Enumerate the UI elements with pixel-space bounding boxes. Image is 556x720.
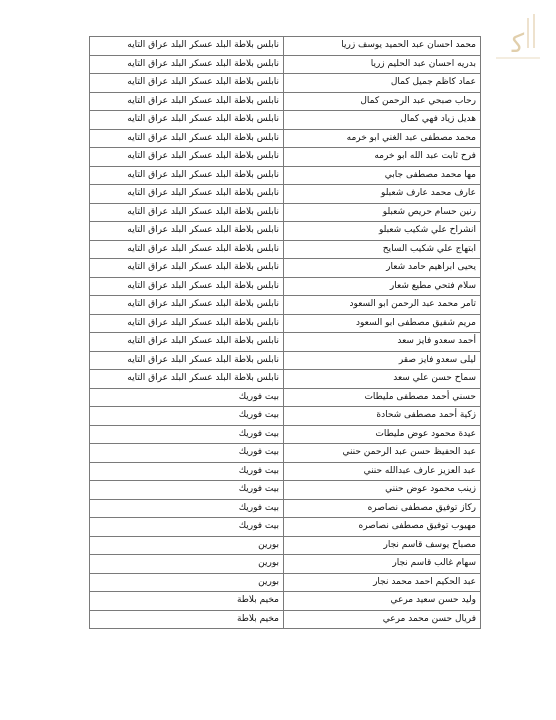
person-name-cell: تامر محمد عبد الرحمن ابو السعود: [284, 296, 481, 315]
person-name-cell: عارف محمد عارف شعبلو: [284, 185, 481, 204]
person-name-cell: انشراح علي شكيب شعبلو: [284, 222, 481, 241]
person-name-cell: عماد كاظم جميل كمال: [284, 74, 481, 93]
address-cell: بورين: [90, 555, 284, 574]
person-name-cell: مصباح يوسف قاسم نجار: [284, 536, 481, 555]
person-name-cell: هديل زياد فهي كمال: [284, 111, 481, 130]
person-name-cell: سلام فتحي مطيع شعار: [284, 277, 481, 296]
table-row: [90, 425, 481, 444]
address-cell: نابلس بلاطة البلد عسكر البلد عراق التايه: [90, 92, 284, 111]
address-cell: نابلس بلاطة البلد عسكر البلد عراق التايه: [90, 37, 284, 56]
person-name-cell: ابتهاج علي شكيب السايح: [284, 240, 481, 259]
person-name-cell: زينب محمود عوض حنني: [284, 481, 481, 500]
address-cell: بورين: [90, 573, 284, 592]
table-row: [90, 444, 481, 463]
person-name-cell: سهام غالب قاسم نجار: [284, 555, 481, 574]
logo-mark: ﮐ: [511, 29, 525, 59]
address-cell: بيت فوريك: [90, 444, 284, 463]
person-name-cell: وليد حسن سعيد مرعي: [284, 592, 481, 611]
person-name-cell: يحيى ابراهيم حامد شعار: [284, 259, 481, 278]
names-table-container: [89, 36, 476, 629]
table-row: [90, 573, 481, 592]
person-name-cell: عبد الحفيظ حسن عبد الرحمن حنني: [284, 444, 481, 463]
table-row: [90, 74, 481, 93]
table-row: [90, 259, 481, 278]
table-row: [90, 370, 481, 389]
table-row: [90, 462, 481, 481]
person-name-cell: عبد العزيز عارف عبدالله حنني: [284, 462, 481, 481]
address-cell: نابلس بلاطة البلد عسكر البلد عراق التايه: [90, 333, 284, 352]
table-row: [90, 351, 481, 370]
table-row: [90, 240, 481, 259]
table-row: [90, 166, 481, 185]
table-row: [90, 481, 481, 500]
address-cell: نابلس بلاطة البلد عسكر البلد عراق التايه: [90, 74, 284, 93]
person-name-cell: رنين حسام حريص شعبلو: [284, 203, 481, 222]
address-cell: مخيم بلاطة: [90, 610, 284, 629]
address-cell: مخيم بلاطة: [90, 592, 284, 611]
address-cell: نابلس بلاطة البلد عسكر البلد عراق التايه: [90, 351, 284, 370]
table-row: [90, 333, 481, 352]
person-name-cell: ليلى سعدو فايز صقر: [284, 351, 481, 370]
address-cell: نابلس بلاطة البلد عسكر البلد عراق التايه: [90, 277, 284, 296]
person-name-cell: زكية أحمد مصطفى شحادة: [284, 407, 481, 426]
address-cell: نابلس بلاطة البلد عسكر البلد عراق التايه: [90, 222, 284, 241]
person-name-cell: ركاز توفيق مصطفى نصاصره: [284, 499, 481, 518]
person-name-cell: رحاب صبحي عبد الرحمن كمال: [284, 92, 481, 111]
address-cell: نابلس بلاطة البلد عسكر البلد عراق التايه: [90, 129, 284, 148]
table-row: [90, 203, 481, 222]
names-table: [89, 36, 481, 629]
table-row: [90, 536, 481, 555]
table-row: [90, 111, 481, 130]
table-row: [90, 148, 481, 167]
table-row: [90, 518, 481, 537]
address-cell: بيت فوريك: [90, 388, 284, 407]
person-name-cell: بدريه احسان عبد الحليم زريا: [284, 55, 481, 74]
person-name-cell: عبد الحكيم احمد محمد نجار: [284, 573, 481, 592]
logo-icon: [488, 8, 548, 82]
person-name-cell: حسني أحمد مصطفى مليطات: [284, 388, 481, 407]
address-cell: بيت فوريك: [90, 518, 284, 537]
table-row: [90, 277, 481, 296]
person-name-cell: فريال حسن محمد مرعي: [284, 610, 481, 629]
address-cell: نابلس بلاطة البلد عسكر البلد عراق التايه: [90, 55, 284, 74]
person-name-cell: مريم شفيق مصطفى ابو السعود: [284, 314, 481, 333]
person-name-cell: عيدة محمود عوض مليطات: [284, 425, 481, 444]
table-row: [90, 37, 481, 56]
table-row: [90, 555, 481, 574]
table-row: [90, 610, 481, 629]
address-cell: نابلس بلاطة البلد عسكر البلد عراق التايه: [90, 166, 284, 185]
address-cell: نابلس بلاطة البلد عسكر البلد عراق التايه: [90, 185, 284, 204]
table-row: [90, 129, 481, 148]
address-cell: بيت فوريك: [90, 407, 284, 426]
person-name-cell: مها محمد مصطفى جابي: [284, 166, 481, 185]
names-table-body: [90, 37, 481, 629]
watermark-logo: [488, 8, 548, 82]
person-name-cell: أحمد سعدو فايز سعد: [284, 333, 481, 352]
person-name-cell: مهيوب توفيق مصطفى نصاصره: [284, 518, 481, 537]
address-cell: نابلس بلاطة البلد عسكر البلد عراق التايه: [90, 370, 284, 389]
address-cell: نابلس بلاطة البلد عسكر البلد عراق التايه: [90, 203, 284, 222]
table-row: [90, 592, 481, 611]
person-name-cell: سماح حسن علي سعد: [284, 370, 481, 389]
table-row: [90, 388, 481, 407]
table-row: [90, 222, 481, 241]
table-row: [90, 314, 481, 333]
table-row: [90, 185, 481, 204]
table-row: [90, 296, 481, 315]
person-name-cell: فرح ثابت عبد الله ابو خرمه: [284, 148, 481, 167]
address-cell: نابلس بلاطة البلد عسكر البلد عراق التايه: [90, 111, 284, 130]
address-cell: نابلس بلاطة البلد عسكر البلد عراق التايه: [90, 240, 284, 259]
table-row: [90, 407, 481, 426]
table-row: [90, 55, 481, 74]
address-cell: نابلس بلاطة البلد عسكر البلد عراق التايه: [90, 296, 284, 315]
address-cell: بيت فوريك: [90, 462, 284, 481]
address-cell: نابلس بلاطة البلد عسكر البلد عراق التايه: [90, 314, 284, 333]
address-cell: بيت فوريك: [90, 499, 284, 518]
address-cell: نابلس بلاطة البلد عسكر البلد عراق التايه: [90, 148, 284, 167]
address-cell: بورين: [90, 536, 284, 555]
address-cell: بيت فوريك: [90, 481, 284, 500]
table-row: [90, 92, 481, 111]
person-name-cell: محمد مصطفى عبد الغني ابو خرمه: [284, 129, 481, 148]
address-cell: نابلس بلاطة البلد عسكر البلد عراق التايه: [90, 259, 284, 278]
person-name-cell: محمد احسان عبد الحميد يوسف زريا: [284, 37, 481, 56]
address-cell: بيت فوريك: [90, 425, 284, 444]
table-row: [90, 499, 481, 518]
